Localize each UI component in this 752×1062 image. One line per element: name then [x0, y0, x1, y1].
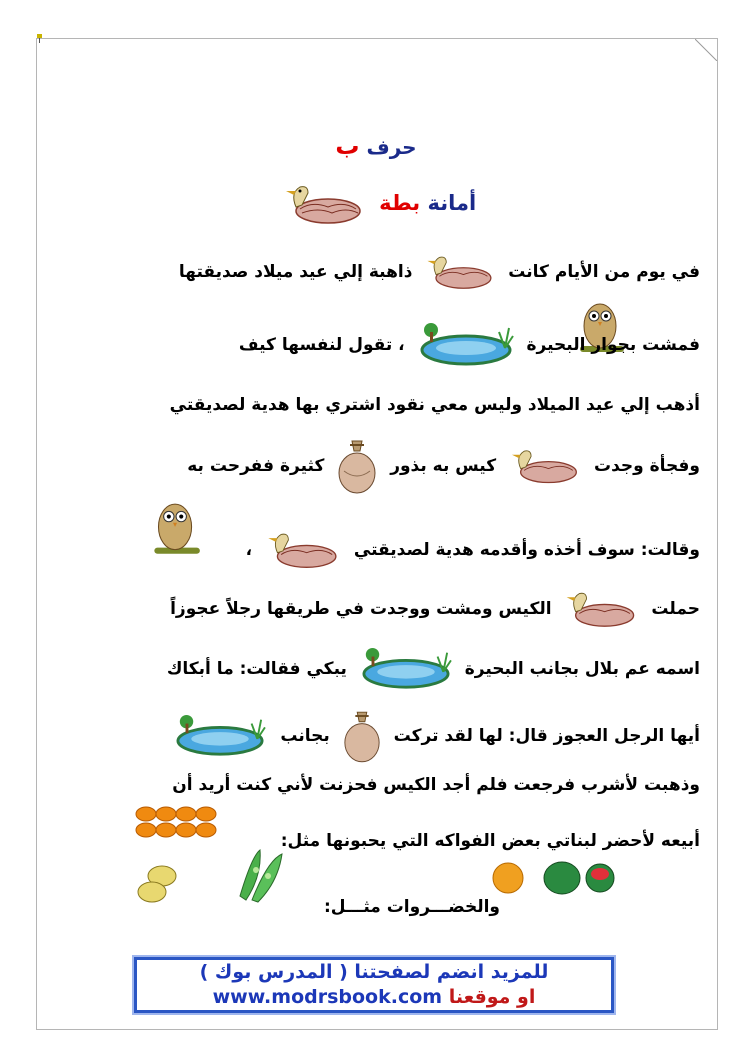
- fruits-icon: [488, 850, 618, 900]
- story-line-9: وذهبت لأشرب فرجعت فلم أجد الكيس فحزنت لأني كنت أريد أن: [172, 775, 700, 795]
- peas-icon: [232, 846, 294, 908]
- duck-icon: [424, 252, 496, 292]
- pin-icon: [36, 34, 43, 43]
- story-line-10: أبيعه لأحضر لبناتي بعض الفواكه التي يحبونها مثل:: [280, 831, 700, 851]
- story-line-8: أيها الرجل العجوز قال: لها لقد تركت بجانب: [60, 706, 700, 766]
- promo-banner-inner: [137, 960, 611, 1010]
- story-line-11: والخضـــروات مثـــل:: [323, 897, 500, 917]
- seed-bag-icon: [342, 708, 382, 764]
- banner-line-1: للمزيد انضم لصفحتنا ( المدرس بوك ): [199, 961, 549, 983]
- story-line-2: فمشت بجوار البحيرة ، تقول لنفسها كيف: [60, 320, 700, 370]
- story-line-4: وفجأة وجدت كيس به بذور كثيرة ففرحت به: [60, 436, 700, 496]
- duck-icon: [563, 588, 639, 630]
- banner-site-label: او موقعنا: [448, 986, 536, 1008]
- page-curl-icon: [695, 39, 717, 61]
- page-title: حرف ب: [335, 132, 417, 160]
- seed-bag-icon: [336, 437, 378, 495]
- promo-banner[interactable]: [132, 955, 616, 1015]
- duck-icon: [508, 446, 582, 486]
- duck-icon: [282, 181, 366, 227]
- story-title: أمانة بطة: [0, 180, 752, 227]
- potatoes-icon: [134, 858, 184, 908]
- story-line-6: حملت الكيس ومشت ووجدت في طريقها رجلاً عجوزاً: [60, 586, 700, 632]
- duck-icon: [264, 529, 342, 571]
- story-line-5: وقالت: سوف أخذه وأقدمه هدية لصديقتي ،: [60, 528, 700, 572]
- banner-url[interactable]: www.modrsbook.com: [212, 986, 443, 1008]
- story-line-3: أذهب إلي عيد الميلاد وليس معي نقود اشتري بها هدية لصديقتي: [169, 395, 700, 415]
- lake-icon: [417, 322, 515, 368]
- lake-icon: [359, 647, 453, 691]
- story-line-7: اسمه عم بلال بجانب البحيرة يبكي فقالت: ما أبكاك: [60, 646, 700, 692]
- lake-icon: [172, 714, 268, 758]
- banner-line-2: [137, 984, 611, 1010]
- story-line-1: في يوم من الأيام كانت ذاهبة إلي عيد ميلاد صديقتها: [60, 252, 700, 292]
